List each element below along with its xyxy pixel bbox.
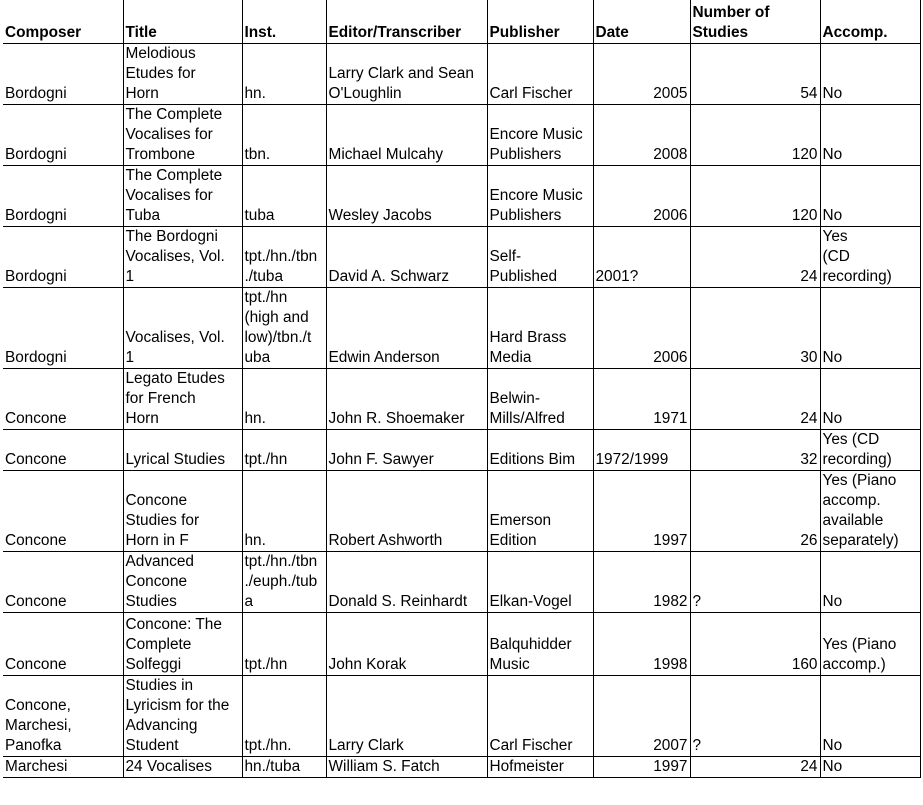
cell-editor[interactable]: Larry Clark and Sean O'Loughlin bbox=[326, 43, 487, 104]
table-row bbox=[3, 756, 920, 777]
cell-composer[interactable]: Concone bbox=[3, 551, 123, 612]
cell-publisher[interactable]: Hofmeister bbox=[487, 756, 593, 777]
cell-studies[interactable]: 54 bbox=[690, 43, 820, 104]
cell-composer[interactable]: Concone bbox=[3, 368, 123, 429]
cell-accomp[interactable]: No bbox=[820, 104, 920, 165]
cell-composer[interactable]: Concone bbox=[3, 429, 123, 470]
cell-editor[interactable]: Michael Mulcahy bbox=[326, 104, 487, 165]
table-row bbox=[3, 470, 920, 551]
cell-composer[interactable]: Bordogni bbox=[3, 104, 123, 165]
cell-inst[interactable]: hn./tuba bbox=[242, 756, 326, 777]
table-row bbox=[3, 368, 920, 429]
cell-composer[interactable]: Concone, Marchesi, Panofka bbox=[3, 675, 123, 756]
cell-publisher[interactable]: Self- Published bbox=[487, 226, 593, 287]
cell-title[interactable]: Vocalises, Vol. 1 bbox=[123, 287, 242, 368]
cell-title[interactable]: 24 Vocalises bbox=[123, 756, 242, 777]
cell-inst[interactable]: tpt./hn./tbn ./tuba bbox=[242, 226, 326, 287]
cell-title[interactable]: The Complete Vocalises for Tuba bbox=[123, 165, 242, 226]
cell-publisher[interactable]: Elkan-Vogel bbox=[487, 551, 593, 612]
cell-date[interactable]: 1998 bbox=[593, 612, 690, 675]
spreadsheet-table bbox=[3, 0, 921, 778]
table-row bbox=[3, 287, 920, 368]
cell-accomp[interactable]: No bbox=[820, 287, 920, 368]
cell-publisher[interactable]: Editions Bim bbox=[487, 429, 593, 470]
cell-title[interactable]: Melodious Etudes for Horn bbox=[123, 43, 242, 104]
cell-composer[interactable]: Marchesi bbox=[3, 756, 123, 777]
cell-composer[interactable]: Bordogni bbox=[3, 43, 123, 104]
cell-studies[interactable]: 32 bbox=[690, 429, 820, 470]
cell-accomp[interactable]: No bbox=[820, 551, 920, 612]
cell-publisher[interactable]: Encore Music Publishers bbox=[487, 165, 593, 226]
column-header-publisher[interactable]: Publisher bbox=[487, 0, 593, 43]
cell-studies[interactable]: 24 bbox=[690, 756, 820, 777]
cell-composer[interactable]: Concone bbox=[3, 612, 123, 675]
cell-inst[interactable]: tpt./hn (high and low)/tbn./t uba bbox=[242, 287, 326, 368]
cell-publisher[interactable]: Encore Music Publishers bbox=[487, 104, 593, 165]
cell-studies[interactable]: ? bbox=[690, 551, 820, 612]
cell-title[interactable]: Lyrical Studies bbox=[123, 429, 242, 470]
cell-studies[interactable]: 24 bbox=[690, 368, 820, 429]
cell-editor[interactable]: Larry Clark bbox=[326, 675, 487, 756]
cell-editor[interactable]: John F. Sawyer bbox=[326, 429, 487, 470]
table-body bbox=[3, 43, 920, 777]
cell-inst[interactable]: tuba bbox=[242, 165, 326, 226]
column-header-editor[interactable]: Editor/Transcriber bbox=[326, 0, 487, 43]
cell-studies[interactable]: ? bbox=[690, 675, 820, 756]
cell-date[interactable]: 1972/1999 bbox=[593, 429, 690, 470]
cell-date[interactable]: 1997 bbox=[593, 756, 690, 777]
cell-accomp[interactable]: Yes (CD recording) bbox=[820, 429, 920, 470]
cell-accomp[interactable]: No bbox=[820, 675, 920, 756]
cell-inst[interactable]: hn. bbox=[242, 368, 326, 429]
cell-editor[interactable]: Robert Ashworth bbox=[326, 470, 487, 551]
cell-date[interactable]: 2006 bbox=[593, 165, 690, 226]
cell-editor[interactable]: John R. Shoemaker bbox=[326, 368, 487, 429]
cell-publisher[interactable]: Carl Fischer bbox=[487, 675, 593, 756]
cell-title[interactable]: Concone Studies for Horn in F bbox=[123, 470, 242, 551]
cell-publisher[interactable]: Balquhidder Music bbox=[487, 612, 593, 675]
cell-composer[interactable]: Bordogni bbox=[3, 287, 123, 368]
cell-studies[interactable]: 26 bbox=[690, 470, 820, 551]
cell-editor[interactable]: William S. Fatch bbox=[326, 756, 487, 777]
cell-accomp[interactable]: No bbox=[820, 165, 920, 226]
cell-inst[interactable]: tbn. bbox=[242, 104, 326, 165]
cell-title[interactable]: The Complete Vocalises for Trombone bbox=[123, 104, 242, 165]
cell-editor[interactable]: Donald S. Reinhardt bbox=[326, 551, 487, 612]
cell-inst[interactable]: tpt./hn./tbn ./euph./tub a bbox=[242, 551, 326, 612]
cell-editor[interactable]: Edwin Anderson bbox=[326, 287, 487, 368]
cell-inst[interactable]: tpt./hn bbox=[242, 612, 326, 675]
table-row bbox=[3, 429, 920, 470]
column-header-studies[interactable]: Number of Studies bbox=[690, 0, 820, 43]
cell-title[interactable]: Studies in Lyricism for the Advancing Student bbox=[123, 675, 242, 756]
cell-studies[interactable]: 160 bbox=[690, 612, 820, 675]
cell-date[interactable]: 1971 bbox=[593, 368, 690, 429]
cell-composer[interactable]: Bordogni bbox=[3, 165, 123, 226]
cell-accomp[interactable]: No bbox=[820, 368, 920, 429]
cell-date[interactable]: 2006 bbox=[593, 287, 690, 368]
cell-publisher[interactable]: Belwin- Mills/Alfred bbox=[487, 368, 593, 429]
cell-inst[interactable]: hn. bbox=[242, 470, 326, 551]
table-row bbox=[3, 43, 920, 104]
table-row bbox=[3, 612, 920, 675]
cell-studies[interactable]: 120 bbox=[690, 104, 820, 165]
table-row bbox=[3, 226, 920, 287]
table-row bbox=[3, 675, 920, 756]
cell-date[interactable]: 2008 bbox=[593, 104, 690, 165]
column-header-date[interactable]: Date bbox=[593, 0, 690, 43]
cell-studies[interactable]: 120 bbox=[690, 165, 820, 226]
cell-date[interactable]: 2001? bbox=[593, 226, 690, 287]
column-header-composer[interactable]: Composer bbox=[3, 0, 123, 43]
cell-editor[interactable]: John Korak bbox=[326, 612, 487, 675]
cell-title[interactable]: Advanced Concone Studies bbox=[123, 551, 242, 612]
cell-accomp[interactable]: No bbox=[820, 756, 920, 777]
cell-inst[interactable]: hn. bbox=[242, 43, 326, 104]
cell-inst[interactable]: tpt./hn bbox=[242, 429, 326, 470]
cell-inst[interactable]: tpt./hn. bbox=[242, 675, 326, 756]
cell-studies[interactable]: 24 bbox=[690, 226, 820, 287]
cell-title[interactable]: The Bordogni Vocalises, Vol. 1 bbox=[123, 226, 242, 287]
table-row bbox=[3, 551, 920, 612]
table-row bbox=[3, 104, 920, 165]
table-row bbox=[3, 165, 920, 226]
cell-accomp[interactable]: Yes (Piano accomp. available separately) bbox=[820, 470, 920, 551]
cell-composer[interactable]: Concone bbox=[3, 470, 123, 551]
cell-accomp[interactable]: Yes (CD recording) bbox=[820, 226, 920, 287]
cell-date[interactable]: 1982 bbox=[593, 551, 690, 612]
cell-composer[interactable]: Bordogni bbox=[3, 226, 123, 287]
column-header-title[interactable]: Title bbox=[123, 0, 242, 43]
cell-title[interactable]: Legato Etudes for French Horn bbox=[123, 368, 242, 429]
column-header-accomp[interactable]: Accomp. bbox=[820, 0, 920, 43]
column-header-inst[interactable]: Inst. bbox=[242, 0, 326, 43]
cell-accomp[interactable]: Yes (Piano accomp.) bbox=[820, 612, 920, 675]
cell-editor[interactable]: David A. Schwarz bbox=[326, 226, 487, 287]
cell-publisher[interactable]: Hard Brass Media bbox=[487, 287, 593, 368]
cell-accomp[interactable]: No bbox=[820, 43, 920, 104]
cell-date[interactable]: 1997 bbox=[593, 470, 690, 551]
cell-publisher[interactable]: Emerson Edition bbox=[487, 470, 593, 551]
cell-publisher[interactable]: Carl Fischer bbox=[487, 43, 593, 104]
cell-editor[interactable]: Wesley Jacobs bbox=[326, 165, 487, 226]
cell-title[interactable]: Concone: The Complete Solfeggi bbox=[123, 612, 242, 675]
cell-studies[interactable]: 30 bbox=[690, 287, 820, 368]
cell-date[interactable]: 2007 bbox=[593, 675, 690, 756]
cell-date[interactable]: 2005 bbox=[593, 43, 690, 104]
header-row bbox=[3, 0, 920, 43]
